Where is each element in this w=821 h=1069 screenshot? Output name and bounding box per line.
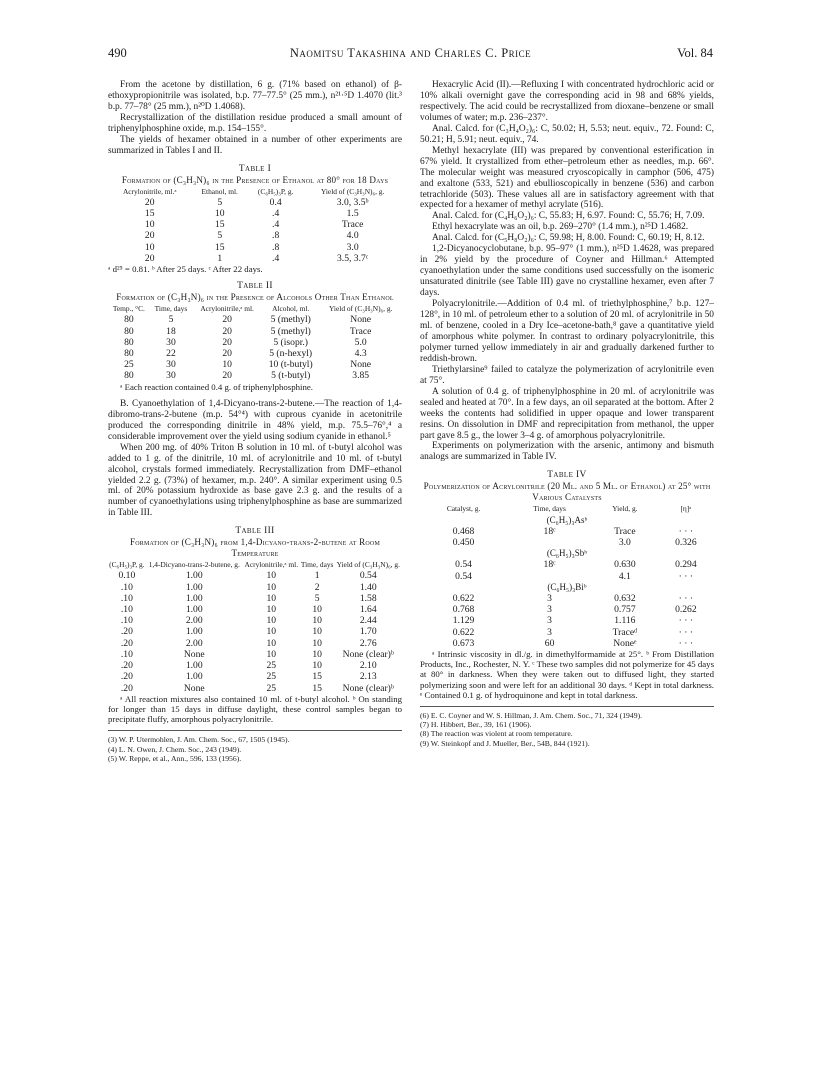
table-cell: 1.00 (185, 592, 203, 604)
table-cell: 10 (266, 637, 277, 649)
table-cell: 10 (266, 581, 277, 593)
table-cell: 1.00 (185, 570, 203, 582)
table-cell: 25 (266, 660, 277, 672)
table-row (420, 638, 714, 649)
table-header-row (108, 559, 402, 570)
table-cell: .10 (120, 592, 133, 604)
table-row (108, 671, 402, 682)
paragraph: Methyl hexacrylate (III) was prepared by conventional esterification in 67% yield. It crystallized from ether–petroleum ether as needles, m.p. 66°. The molecular weight was measured cryoscopically in camphor (506, 475) and exaltone (533, 521) and ebullioscopically in benzene (536) and carbon tetrachloride (503). These values all are in satisfactory agreement with that expected for a hexamer of methyl acrylate (516). (420, 145, 714, 211)
paragraph: Ethyl hexacrylate was an oil, b.p. 269–270° (1.4 mm.), n²⁵D 1.4682. (432, 222, 689, 233)
table-cell: 0.632 (614, 592, 636, 604)
table-row (108, 337, 402, 348)
table-cell: 0.450 (452, 536, 475, 548)
column-header: Yield, g. (612, 504, 638, 514)
table-cell: Trace (341, 219, 364, 231)
table-cell: 1.5 (346, 208, 359, 220)
table-row (108, 570, 402, 581)
table-cell: 0.262 (675, 604, 697, 616)
table-cell: 1.00 (185, 581, 203, 593)
table-cell: 4.3 (354, 348, 367, 360)
paragraph: Anal. Calcd. for (C₃H₄O₂)₆: C, 50.02; H, 5.53; neut. equiv., 72. Found: C, 50.21; H, 5.91; neut. equiv., 74. (420, 123, 714, 145)
table-cell: 0.468 (452, 525, 475, 537)
table-cell: · · · (678, 637, 694, 649)
table-2 (108, 281, 402, 392)
table-cell: 1.00 (185, 660, 203, 672)
table-cell: 10 (312, 615, 322, 627)
table-cell: Trace (614, 525, 636, 537)
table-cell: 1.00 (185, 604, 203, 616)
table-3 (108, 526, 402, 724)
catalyst-label: (C₆H₅)₃Biᵇ (547, 581, 587, 592)
paragraph: Experiments on polymerization with the arsenic, antimony and bismuth analogs are summarized in Table IV. (420, 441, 714, 463)
table-title: Table IV (547, 470, 587, 481)
table-cell: 80 (124, 348, 134, 360)
table-caption: Polymerization of Acrylonitrile (20 Ml. and 5 Ml. of Ethanol) at 25° with Various Catalysts (423, 481, 711, 503)
table-row (108, 197, 402, 208)
paragraph: Recrystallization of the distillation residue produced a small amount of triphenylphosphine oxide, m.p. 154–155°. (108, 112, 402, 134)
table-cell: 0.4 (269, 196, 282, 208)
paragraph: A solution of 0.4 g. of triphenylphosphine in 20 ml. of acrylonitrile was sealed and heated at 70°. In a few days, an oil separated at the bottom. After 2 weeks the contents had solidified in upper opaque and lower transparent resins. On dissolution in DMF and reprecipitation from methanol, the upper part gave 8.5 g., the lower 3–4 g. of amorphous polyacrylonitrile. (420, 386, 714, 441)
column-header: Alcohol, ml. (272, 304, 310, 314)
table-cell: 5.0 (354, 336, 367, 348)
table-row (108, 359, 402, 370)
table-cell: None (183, 682, 205, 694)
table-cell: .20 (120, 626, 133, 638)
table-cell: 15 (214, 219, 225, 231)
table-cell: 10 (312, 660, 322, 672)
table-cell: 3.0 (618, 536, 631, 548)
table-4 (420, 470, 714, 700)
table-cell: 30 (166, 370, 176, 382)
table-cell: .10 (120, 604, 133, 616)
table-row (420, 627, 714, 638)
table-cell: Noneᵉ (613, 637, 637, 649)
table-cell: 3 (547, 615, 552, 627)
column-header: [η]ᵃ (680, 504, 692, 514)
reference: (3) W. P. Utermohlen, J. Am. Chem. Soc., 67, 1505 (1945). (108, 735, 290, 745)
table-cell: 10 (214, 208, 225, 220)
column-header: (C₆H₅)₃P, g. (257, 186, 294, 196)
table-cell: 0.757 (614, 604, 636, 616)
references (108, 730, 402, 763)
table-cell: 0.10 (118, 570, 136, 582)
table-footnote: ᵃ Intrinsic viscosity in dl./g. in dimethylformamide at 25°. ᵇ From Distillation Products, Inc., Rochester, N. Y. ᶜ These two samples did not polymerize for 45 days at 80° in darkness. When they were taken out to diffused light, they started polymerizing soon and were left for an additional 30 days. ᵈ Kept in total darkness. ᵉ Contained 0.1 g. of hydroquinone and kept in total darkness. (420, 648, 714, 700)
table-cell: 25 (266, 682, 277, 694)
table-row (420, 615, 714, 626)
table-caption: Formation of (C₃H₃N)₆ in the Presence of Alcohols Other Than Ethanol (116, 292, 394, 303)
table-cell: 30 (166, 359, 176, 371)
table-cell: 20 (222, 370, 232, 382)
table-row (108, 683, 402, 694)
table-row (108, 208, 402, 219)
table-row (108, 638, 402, 649)
table-cell: 0.294 (675, 559, 697, 571)
table-cell: 5 (217, 230, 223, 242)
table-cell: .20 (120, 671, 133, 683)
table-cell: · · · (678, 570, 694, 582)
table-cell: 18ᶜ (543, 559, 556, 571)
column-header: Time, days (300, 560, 334, 570)
right-column (420, 80, 714, 748)
table-cell: 0.54 (455, 570, 472, 582)
column-header: Temp., °C. (112, 304, 145, 314)
column-header: Yield of (C₃H₃N)₆, g. (329, 304, 393, 314)
data-table (108, 186, 402, 264)
table-cell: 25 (124, 359, 134, 371)
table-footnote: ᵃ All reaction mixtures also contained 10 ml. of t-butyl alcohol. ᵇ On standing for longer than 15 days in diffuse daylight, these control samples began to precipitate fluffy, amorphous polyacrylonitrile. (108, 693, 402, 725)
table-cell: 15 (312, 671, 322, 683)
table-cell: 0.622 (452, 592, 475, 604)
table-cell: 80 (124, 370, 134, 382)
table-cell: Traceᵈ (612, 626, 638, 638)
table-row (108, 370, 402, 381)
table-cell: 0.622 (452, 626, 475, 638)
table-cell: 15 (312, 682, 322, 694)
table-row (108, 626, 402, 637)
table-cell: 20 (144, 252, 155, 264)
table-cell: 10 (312, 626, 322, 638)
table-cell: 2.13 (359, 671, 377, 683)
table-row (420, 526, 714, 537)
table-cell: 10 (266, 648, 277, 660)
table-cell: 2.44 (359, 615, 377, 627)
table-cell: .10 (120, 615, 133, 627)
paragraph: The yields of hexamer obtained in a number of other experiments are summarized in Tables I and II. (108, 134, 402, 156)
table-cell: · · · (678, 615, 694, 627)
table-caption: Formation of (C₃H₃N)₆ from 1,4-Dicyano-trans-2-butene at Room Temperature (129, 537, 380, 559)
table-cell: 5 (n-hexyl) (269, 348, 313, 360)
table-cell: 0.673 (452, 637, 475, 649)
table-cell: 22 (166, 348, 176, 360)
paragraph: From the acetone by distillation, 6 g. (71% based on ethanol) of β-ethoxypropionitrile was isolated, b.p. 77–77.5° (25 mm.), n²¹·⁵D 1.4070 (lit.³ b.p. 77–78° (25 mm.), n²⁰D 1.4068). (108, 80, 402, 112)
table-cell: None (clear)ᵇ (342, 648, 394, 660)
table-cell: 10 (266, 592, 277, 604)
column-header: (C₆H₅)₃P, g. (109, 560, 145, 570)
table-cell: 18ᶜ (543, 525, 556, 537)
column-header: Acrylonitrile,ᵃ ml. (200, 304, 254, 314)
table-cell (507, 537, 592, 548)
table-cell: 20 (222, 348, 232, 360)
table-cell: 4.1 (618, 570, 631, 582)
table-cell: 0.768 (452, 604, 475, 616)
table-cell: 10 (222, 359, 232, 371)
table-cell: 0.54 (455, 559, 472, 571)
table-cell: None (350, 359, 372, 371)
table-cell: · · · (678, 626, 694, 638)
table-cell: None (183, 648, 205, 660)
column-header: Time, days (154, 304, 188, 314)
paragraph: 1,2-Dicyanocyclobutane, b.p. 95–97° (1 mm.), n²⁵D 1.4628, was prepared in 2% yield by the procedure of Coyner and Hillman.⁶ Attempted cyanoethylation under the same conditions used successfully on the isomeric unsaturated dinitrile (see Table III) gave no crystalline hexamer, even after 7 days. (420, 244, 714, 299)
table-cell: Trace (349, 325, 372, 337)
journal-volume: Vol. 84 (677, 46, 713, 60)
table-row (108, 348, 402, 359)
running-header (108, 46, 713, 62)
table-row (108, 660, 402, 671)
table-cell: 25 (266, 671, 277, 683)
paragraph: When 200 mg. of 40% Triton B solution in 10 ml. of t-butyl alcohol was added to 1 g. of the dinitrile, 10 ml. of acrylonitrile and 10 ml. of t-butyl alcohol, crystals formed immediately. Recrystallization from DMF–ethanol yielded 2.2 g. (73%) of hexamer, m.p. 240°. A similar experiment using 0.5 ml. of 20% potassium hydroxide as base gave 2.3 g. and the results of a number of cyanoethylations using triphenylphosphine as base are summarized in Table III. (108, 442, 402, 519)
table-cell: 10 (312, 637, 322, 649)
table-title: Table III (235, 526, 275, 537)
table-cell: 1 (217, 252, 223, 264)
table-cell: .20 (120, 682, 133, 694)
table-cell: 10 (266, 570, 277, 582)
table-group-row (420, 515, 714, 526)
table-cell: 1.70 (359, 626, 377, 638)
table-row (108, 314, 402, 325)
table-cell: 15 (144, 208, 155, 220)
table-cell: 4.0 (346, 230, 359, 242)
column-header: Yield of (C₃H₃N)₆, g. (336, 560, 400, 570)
table-row (108, 582, 402, 593)
table-cell: 2 (314, 581, 320, 593)
table-cell: 5 (isopr.) (273, 336, 309, 348)
table-cell: 1.40 (359, 581, 377, 593)
data-table (108, 559, 402, 693)
table-cell: .8 (272, 241, 280, 253)
table-header-row (420, 503, 714, 514)
table-cell: 5 (168, 314, 174, 326)
reference: (7) H. Hibbert, Ber., 39, 161 (1906). (420, 720, 532, 730)
table-row (420, 571, 714, 582)
table-cell: 30 (166, 336, 176, 348)
table-footnote: ᵃ Each reaction contained 0.4 g. of triphenylphosphine. (120, 381, 313, 392)
table-cell: .4 (272, 219, 280, 231)
table-cell: 10 (312, 648, 322, 660)
table-cell: 1 (314, 570, 320, 582)
table-cell: · · · (678, 592, 694, 604)
table-cell: 18 (166, 325, 176, 337)
table-cell: 20 (222, 325, 232, 337)
table-row (420, 593, 714, 604)
table-cell: 20 (222, 336, 232, 348)
table-cell: 10 (144, 219, 155, 231)
table-cell: 60 (544, 637, 555, 649)
table-cell: .20 (120, 660, 133, 672)
table-cell: 1.129 (452, 615, 475, 627)
reference: (6) E. C. Coyner and W. S. Hillman, J. Am. Chem. Soc., 71, 324 (1949). (420, 710, 643, 720)
table-cell: 20 (144, 196, 155, 208)
table-title: Table I (238, 163, 272, 174)
table-group-row (420, 582, 714, 593)
data-table (108, 303, 402, 381)
table-cell: None (350, 314, 372, 326)
paragraph: B. Cyanoethylation of 1,4-Dicyano-trans-2-butene.—The reaction of 1,4-dibromo-trans-2-butene (m.p. 54°⁴) with cuprous cyanide in acetonitrile produced the corresponding dinitrile in 48% yield, m.p. 75.5–76°,⁴ a considerable improvement over the yield using sodium cyanide in ethanol.⁵ (108, 398, 402, 442)
table-group-row (420, 548, 714, 559)
table-cell: 3.0, 3.5ᵇ (336, 196, 369, 208)
table-cell: 10 (144, 241, 155, 253)
table-cell: 5 (314, 592, 320, 604)
table-cell (507, 571, 592, 582)
table-cell: 2.76 (359, 637, 377, 649)
paragraph: Polyacrylonitrile.—Addition of 0.4 ml. of triethylphosphine,⁷ b.p. 127–128°, in 10 ml. of petroleum ether to a solution of 20 ml. of acrylonitrile in 50 ml. of benzene, cooled in a Dry Ice–acetone-bath,⁸ gave a quantitative yield of amorphous white polymer. In contrast to ordinary polyacrylonitrile, this polymer turned yellow immediately in air and gradually darkened further to reddish-brown. (420, 299, 714, 364)
table-cell: 5 (methyl) (270, 314, 311, 326)
reference: (4) L. N. Owen, J. Chem. Soc., 243 (1949). (108, 744, 242, 754)
table-row (420, 559, 714, 570)
paragraph: Triethylarsine⁹ failed to catalyze the polymerization of acrylonitrile even at 75°. (420, 364, 714, 386)
reference: (9) W. Steinkopf and J. Mueller, Ber., 54B, 844 (1921). (420, 738, 590, 748)
column-header: Time, days (533, 504, 566, 514)
table-cell: 5 (methyl) (270, 325, 311, 337)
running-authors: Naomitsu Takashina and Charles C. Price (289, 46, 532, 60)
table-cell: 3 (547, 626, 552, 638)
table-cell: 0.326 (675, 536, 697, 548)
table-cell: .10 (120, 648, 133, 660)
table-row (108, 604, 402, 615)
table-header-row (108, 186, 402, 197)
reference: (5) W. Reppe, et al., Ann., 596, 133 (1956). (108, 753, 242, 763)
table-cell: 20 (144, 230, 155, 242)
table-cell: 15 (214, 241, 225, 253)
table-cell: 3 (547, 592, 552, 604)
paragraph: Anal. Calcd. for (C₅H₈O₂)₆: C, 59.98; H, 8.00. Found: C, 60.19; H, 8.12. (432, 233, 705, 244)
reference: (8) The reaction was violent at room temperature. (420, 729, 573, 739)
table-cell: 1.00 (185, 626, 203, 638)
table-cell: 2.00 (185, 615, 203, 627)
table-cell: 5 (217, 196, 223, 208)
paragraph: Anal. Calcd. for (C₄H₆O₂)₆: C, 55.83; H, 6.97. Found: C, 55.76; H, 7.09. (432, 211, 705, 222)
table-cell: 1.64 (359, 604, 377, 616)
table-row (108, 253, 402, 264)
table-cell: .4 (272, 208, 280, 220)
table-cell: 3.5, 3.7ᶜ (337, 252, 369, 264)
table-row (108, 219, 402, 230)
column-header: Acrylonitrile, ml.ᵃ (122, 186, 177, 196)
column-header: Ethanol, ml. (201, 186, 238, 196)
table-cell: .10 (120, 581, 133, 593)
table-cell: 1.00 (185, 671, 203, 683)
table-footnote: ᵃ d²⁵ = 0.81. ᵇ After 25 days. ᶜ After 22 days. (108, 264, 263, 275)
table-cell: 0.630 (614, 559, 636, 571)
table-cell: None (clear)ᵇ (342, 682, 394, 694)
table-cell: 3.85 (352, 370, 370, 382)
table-cell: 10 (266, 615, 277, 627)
catalyst-label: (C₆H₅)₃Asᵇ (546, 514, 588, 525)
table-cell: 1.58 (359, 592, 377, 604)
table-1 (108, 164, 402, 275)
table-title: Table II (237, 281, 273, 292)
data-table (420, 503, 714, 649)
table-cell: 80 (124, 314, 134, 326)
table-cell: 80 (124, 336, 134, 348)
table-cell: .20 (120, 637, 133, 649)
table-cell: 3 (547, 604, 552, 616)
table-caption: Formation of (C₃H₃N)₆ in the Presence of Ethanol at 80° for 18 Days (121, 174, 389, 185)
table-cell: 10 (t-butyl) (268, 359, 313, 371)
table-cell: 0.54 (359, 570, 377, 582)
table-row (420, 537, 714, 548)
table-cell: 10 (312, 604, 322, 616)
table-cell: 5 (t-butyl) (271, 370, 311, 382)
table-cell: 3.0 (346, 241, 359, 253)
table-cell: .4 (272, 252, 280, 264)
page-number: 490 (108, 46, 127, 60)
references (420, 706, 714, 748)
table-cell: 10 (266, 626, 277, 638)
table-cell: · · · (678, 525, 694, 537)
table-cell: 2.10 (359, 660, 377, 672)
column-header: Acrylonitrile,ᵃ ml. (244, 560, 299, 570)
table-row (108, 230, 402, 241)
column-header: Catalyst, g. (446, 504, 481, 514)
table-cell: 2.00 (185, 637, 203, 649)
table-cell: .8 (272, 230, 280, 242)
column-header: Yield of (C₃H₃N)₆, g. (320, 186, 385, 196)
table-row (420, 604, 714, 615)
table-cell: 10 (266, 604, 277, 616)
left-column (108, 80, 402, 763)
table-row (108, 649, 402, 660)
table-header-row (108, 303, 402, 314)
table-cell: 1.116 (614, 615, 636, 627)
catalyst-label: (C₆H₅)₃Sbᵇ (546, 548, 588, 559)
table-cell: 20 (222, 314, 232, 326)
table-cell: 80 (124, 325, 134, 337)
table-row (108, 242, 402, 253)
table-row (108, 326, 402, 337)
column-header: 1,4-Dicyano-trans-2-butene, g. (148, 560, 240, 570)
table-row (108, 615, 402, 626)
paragraph: Hexacrylic Acid (II).—Refluxing I with concentrated hydrochloric acid or 10% alkali overnight gave the corresponding acid in 98 and 68% yields, respectively. The acid could be recrystallized from dioxane–benzene or small volumes of water; m.p. 236–237°. (420, 80, 714, 123)
table-row (108, 593, 402, 604)
